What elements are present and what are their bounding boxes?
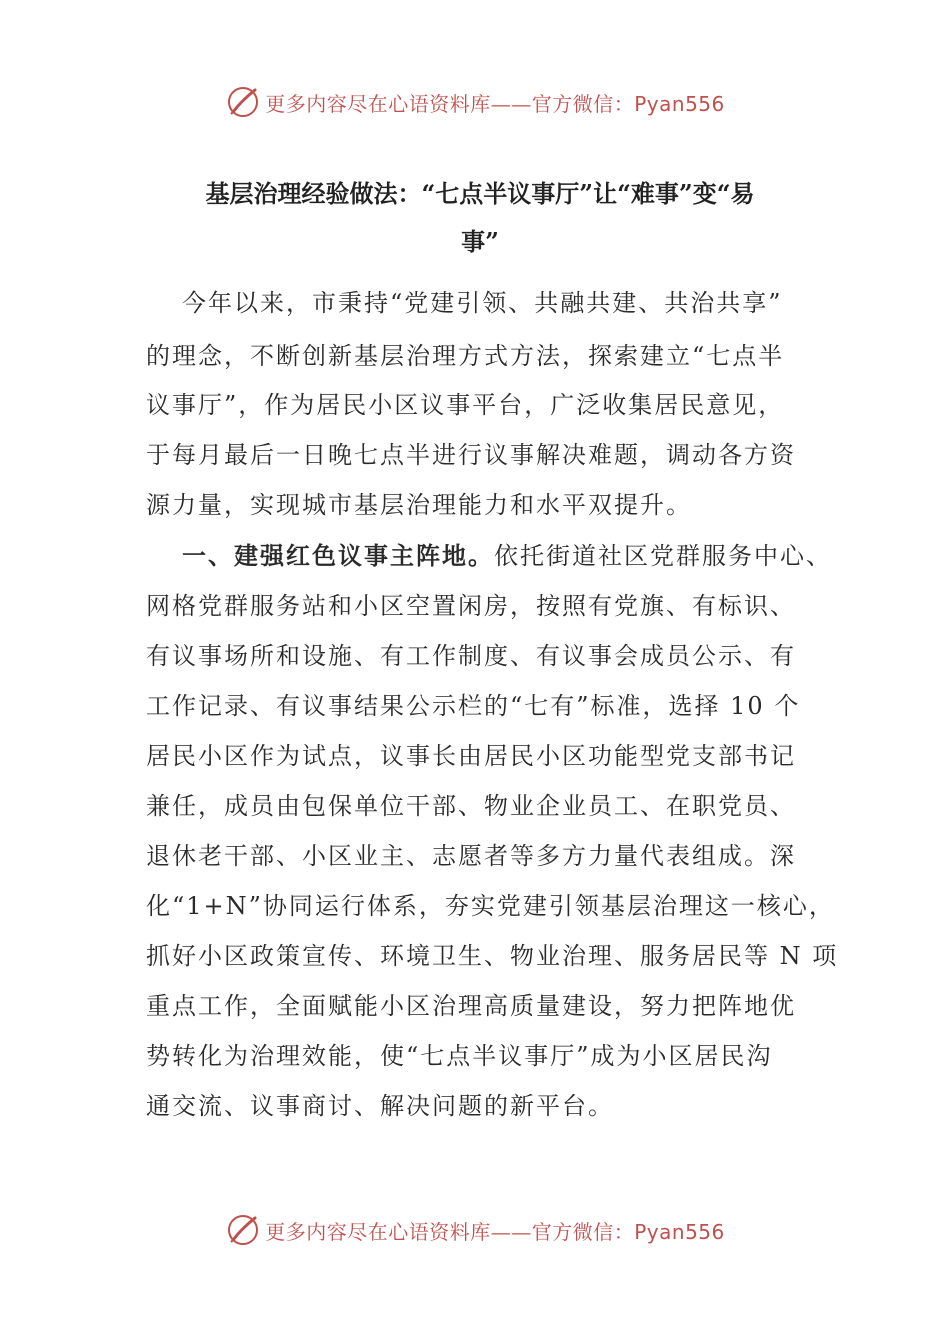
banner-text: 更多内容尽在心语资料库——官方微信： xyxy=(265,1219,635,1244)
title-line-2: 事” xyxy=(461,227,499,256)
body-line: 的理念，不断创新基层治理方式方法，探索建立“七点半 xyxy=(146,342,785,370)
body-line: 兼任，成员由包保单位干部、物业企业员工、在职党员、 xyxy=(146,792,796,820)
title-line-1: 基层治理经验做法：“七点半议事厅”让“难事”变“易 xyxy=(205,179,755,208)
body-line: 工作记录、有议事结果公示栏的“七有”标准，选择 10 个 xyxy=(146,692,801,720)
pen-logo-icon xyxy=(225,84,261,120)
article-title xyxy=(150,170,810,266)
pen-logo-icon xyxy=(225,1212,261,1248)
body-line: 重点工作，全面赋能小区治理高质量建设，努力把阵地优 xyxy=(146,992,796,1020)
body-line: 有议事场所和设施、有工作制度、有议事会成员公示、有 xyxy=(146,642,796,670)
body-line: 于每月最后一日晚七点半进行议事解决难题，调动各方资 xyxy=(146,441,796,469)
body-line: 退休老干部、小区业主、志愿者等多方力量代表组成。深 xyxy=(146,842,796,870)
banner-wechat-id: Pyan556 xyxy=(634,91,725,116)
body-line: 通交流、议事商讨、解决问题的新平台。 xyxy=(146,1092,614,1120)
body-line: 化“1+N”协同运行体系，夯实党建引领基层治理这一核心， xyxy=(146,892,835,920)
banner-wechat-id: Pyan556 xyxy=(634,1219,725,1244)
body-line: 一、建强红色议事主阵地。依托街道社区党群服务中心、 xyxy=(182,541,832,570)
body-line: 源力量，实现城市基层治理能力和水平双提升。 xyxy=(146,491,692,519)
body-line: 网格党群服务站和小区空置闲房，按照有党旗、有标识、 xyxy=(146,592,796,620)
body-line: 居民小区作为试点，议事长由居民小区功能型党支部书记 xyxy=(146,742,796,770)
banner-text: 更多内容尽在心语资料库——官方微信： xyxy=(265,91,635,116)
body-line: 今年以来，市秉持“党建引领、共融共建、共治共享” xyxy=(182,289,783,317)
footer-watermark-banner xyxy=(0,1208,950,1252)
body-line: 抓好小区政策宣传、环境卫生、物业治理、服务居民等 N 项 xyxy=(146,942,839,970)
body-line: 议事厅”，作为居民小区议事平台，广泛收集居民意见， xyxy=(146,391,785,419)
header-watermark-banner xyxy=(0,80,950,124)
section-heading: 一、建强红色议事主阵地。 xyxy=(182,541,494,570)
body-line: 势转化为治理效能，使“七点半议事厅”成为小区居民沟 xyxy=(146,1042,773,1070)
